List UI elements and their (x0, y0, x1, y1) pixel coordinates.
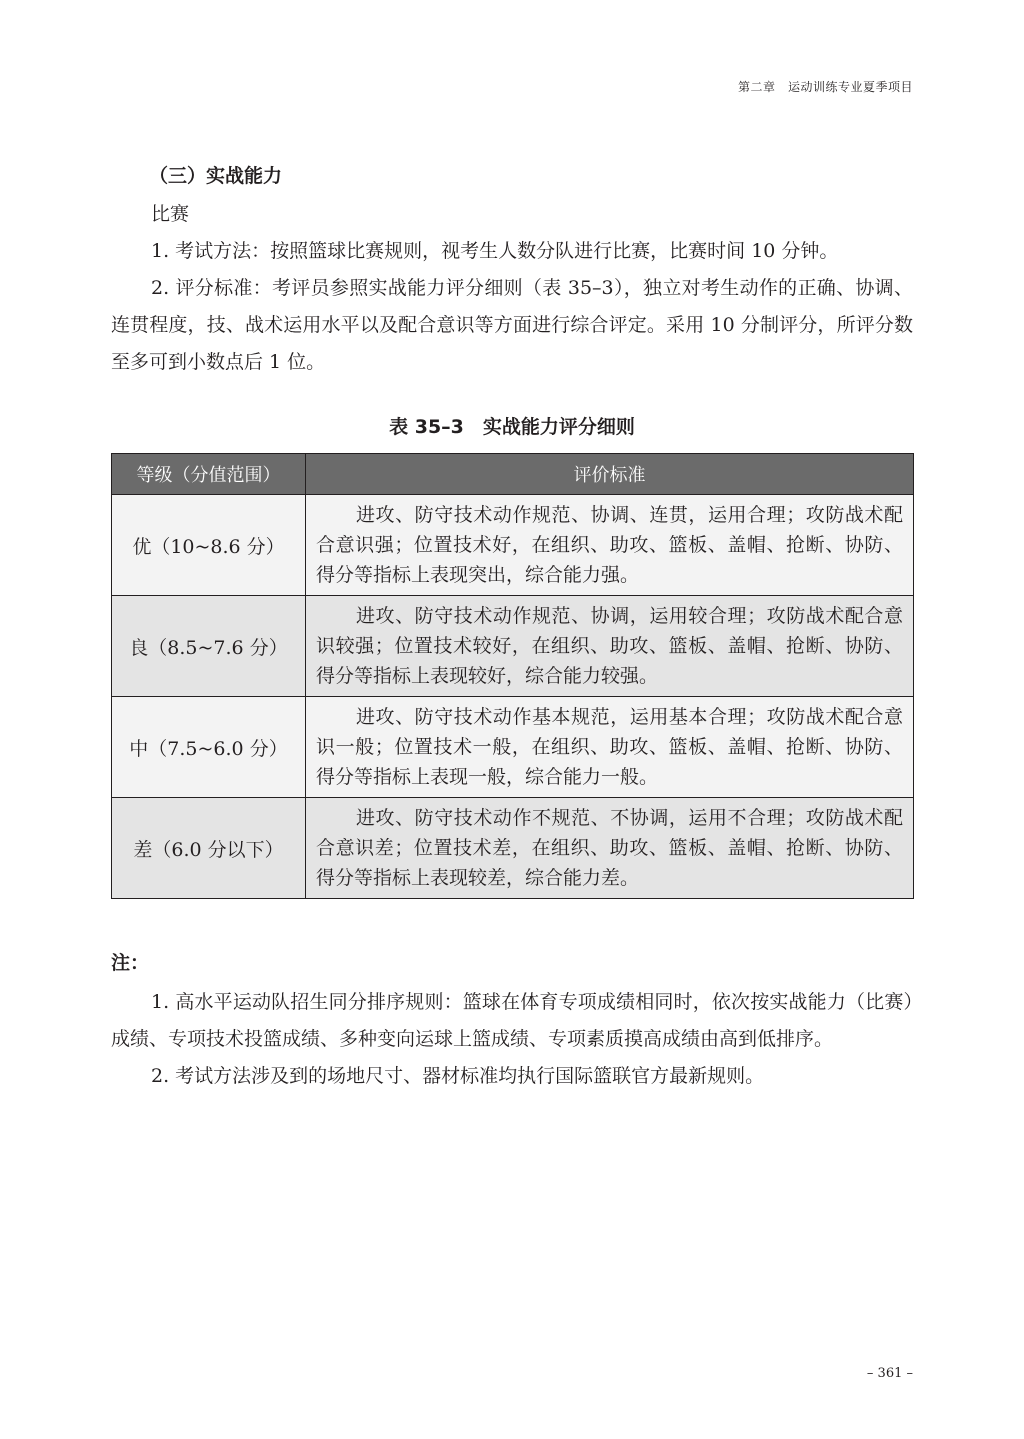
criteria-cell: 进攻、防守技术动作基本规范，运用基本合理；攻防战术配合意识一般；位置技术一般，在组织、助攻、篮板、盖帽、抢断、协防、得分等指标上表现一般，综合能力一般。 (306, 697, 914, 798)
table-caption: 表 35–3 实战能力评分细则 (389, 416, 635, 438)
section-heading: （三）实战能力 (149, 165, 283, 187)
grade-cell: 良（8.5~7.6 分） (112, 596, 306, 697)
paragraph: 2. 评分标准：考评员参照实战能力评分细则（表 35–3），独立对考生动作的正确、协调、连贯程度，技、战术运用水平以及配合意识等方面进行综合评定。采用 10 分制评分，所评分数至多可到小数点后 1 位。 (111, 277, 913, 373)
running-header: 第二章 运动训练专业夏季项目 (737, 80, 913, 94)
page-content (111, 160, 913, 1095)
page-number: – 361 – (866, 1366, 913, 1381)
column-header-criteria: 评价标准 (306, 454, 914, 495)
table-row (112, 596, 914, 697)
note-item: 1. 高水平运动队招生同分排序规则：篮球在体育专项成绩相同时，依次按实战能力（比赛）成绩、专项技术投篮成绩、多种变向运球上篮成绩、专项素质摸高成绩由高到低排序。 (111, 991, 913, 1050)
note-item: 2. 考试方法涉及到的场地尺寸、器材标准均执行国际篮联官方最新规则。 (151, 1065, 765, 1087)
grade-cell: 差（6.0 分以下） (112, 798, 306, 899)
table-row (112, 697, 914, 798)
paragraph: 比赛 (151, 203, 190, 225)
scoring-table (111, 453, 914, 899)
table-header-row (112, 454, 914, 495)
column-header-grade: 等级（分值范围） (112, 454, 306, 495)
paragraph: 1. 考试方法：按照篮球比赛规则，视考生人数分队进行比赛，比赛时间 10 分钟。 (151, 240, 839, 262)
grade-cell: 优（10~8.6 分） (112, 495, 306, 596)
table-row (112, 798, 914, 899)
table-row (112, 495, 914, 596)
criteria-cell: 进攻、防守技术动作规范、协调，运用较合理；攻防战术配合意识较强；位置技术较好，在组织、助攻、篮板、盖帽、抢断、协防、得分等指标上表现较好，综合能力较强。 (306, 596, 914, 697)
grade-cell: 中（7.5~6.0 分） (112, 697, 306, 798)
notes-label: 注： (111, 952, 150, 974)
criteria-cell: 进攻、防守技术动作规范、协调、连贯，运用合理；攻防战术配合意识强；位置技术好，在组织、助攻、篮板、盖帽、抢断、协防、得分等指标上表现突出，综合能力强。 (306, 495, 914, 596)
criteria-cell: 进攻、防守技术动作不规范、不协调，运用不合理；攻防战术配合意识差；位置技术差，在组织、助攻、篮板、盖帽、抢断、协防、得分等指标上表现较差，综合能力差。 (306, 798, 914, 899)
